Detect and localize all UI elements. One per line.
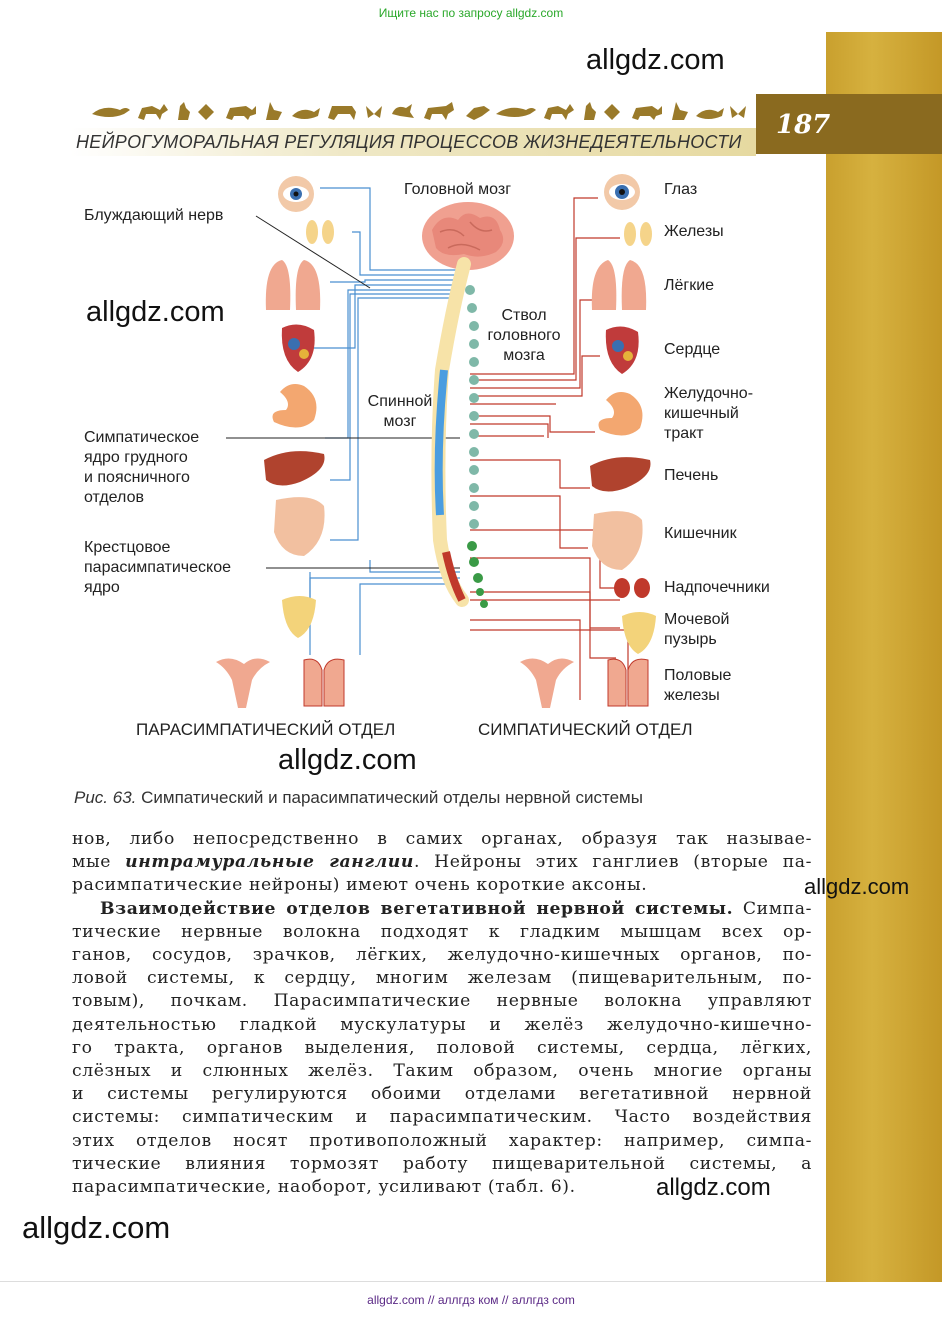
beetle-icon [604,104,620,120]
uterus-icon-right [520,658,574,708]
label-intestine: Кишечник [664,525,737,542]
text-line: и системы регулируются обоими отделами вегетативной нервной [72,1084,812,1105]
crane-icon [584,102,596,120]
text-line: тические влияния тормозят работу пищеварительной системы, а [72,1153,812,1174]
label-spinal-cord-line1: Спинной [367,393,433,410]
boar-icon [632,106,662,120]
figure-caption-text: Симпатический и парасимпатический отделы нервной системы [141,788,643,807]
text-line: го тракта, органов выделения, половой системы, сердца, лёгких, [72,1037,812,1058]
label-gonads-line1: Половые [664,667,732,684]
label-brainstem-line3: мозга [503,347,545,364]
label-sympathetic-nucleus-line2: ядро грудного [84,449,188,466]
text-line: системы: симпатическим и парасимпатическим. Часто воздействия [72,1107,812,1128]
label-eye: Глаз [664,181,698,198]
text-line: тические нервные волокна подходят к гладким мышцам всех ор- [72,921,812,942]
bladder-icon-right [622,612,656,654]
uterus-icon-left [216,658,270,708]
liver-icon-right [590,457,651,491]
watermark: allgdz.com [586,44,725,76]
bear-icon [328,106,356,120]
heart-icon-left [282,324,315,372]
label-sacral-nucleus-line2: парасимпатическое [84,559,231,576]
testes-icon-left [304,659,344,706]
scorpion-icon [392,104,414,118]
label-liver: Печень [664,467,719,484]
bladder-icon-left [282,596,316,638]
label-gi-tract-line3: тракт [664,425,704,442]
insect-icon [198,104,214,120]
lungs-icon-right [592,260,646,310]
animal-silhouette-strip [90,98,750,124]
liver-icon-left [264,451,325,485]
text-line: ловой системы, к сердцу, многим железам (пищеварительным, по- [72,968,812,989]
label-sacral-nucleus-line1: Крестцовое [84,539,171,556]
label-gi-tract-line2: кишечный [664,405,739,422]
deer-icon [266,102,282,120]
watermark: allgdz.com [86,296,225,328]
label-gonads-line2: железы [664,687,720,704]
text-line: слёзных и слюнных желёз. Таким образом, очень многие органы [72,1061,812,1082]
watermark: allgdz.com [656,1174,771,1201]
sacral-chain [467,541,488,608]
label-brainstem-line1: Ствол [501,307,547,324]
label-sympathetic-nucleus-line1: Симпатическое [84,429,200,446]
fish-icon [496,108,536,117]
figure-caption [74,788,643,808]
label-sacral-nucleus-line3: ядро [84,579,120,596]
moth-icon [730,106,746,118]
bird-standing-icon [178,102,190,120]
text-line: деятельностью гладкой мускулатуры и желёз желудочно-кишечно- [72,1014,812,1035]
label-lungs: Лёгкие [664,277,715,294]
nervous-system-diagram [60,160,820,760]
watermark: allgdz.com [22,1210,171,1245]
label-sympathetic-nucleus-line4: отделов [84,489,144,506]
section-heading: Взаимодействие отделов вегетативной нервной системы. [100,898,734,919]
glands-icon-left [306,220,334,244]
running-header-title: НЕЙРОГУМОРАЛЬНАЯ РЕГУЛЯЦИЯ ПРОЦЕССОВ ЖИЗНЕДЕЯТЕЛЬНОСТИ [76,132,742,152]
butterfly-icon [366,106,382,118]
eye-icon-right [604,174,640,210]
text-line: товым), почкам. Парасимпатические нервные волокна управляют [72,991,812,1012]
text-line: нов, либо непосредственно в самих органах, образуя так называе- [72,829,812,849]
goat-icon [672,102,688,120]
label-bladder-line2: пузырь [664,631,717,648]
watermark: allgdz.com [278,744,417,776]
label-brain: Головной мозг [404,181,512,198]
label-parasympathetic-division: ПАРАСИМПАТИЧЕСКИЙ ОТДЕЛ [136,720,396,739]
lizard-icon [292,108,320,119]
fox-icon [544,104,574,120]
text-line: расимпатические нейроны) имеют очень короткие аксоны. [72,875,648,896]
label-gi-tract-line1: Желудочно- [664,385,754,402]
eye-icon-left [278,176,314,212]
bird-flying-icon [466,106,490,120]
figure-number: Рис. 63. [74,788,137,807]
text-line: Взаимодействие отделов вегетативной нервной системы. Симпа- [100,898,812,919]
body-text [72,828,812,1199]
label-spinal-cord-line2: мозг [383,413,417,430]
label-bladder-line1: Мочевой [664,611,730,628]
label-adrenal-glands: Надпочечники [664,579,770,596]
dog-icon [226,106,256,120]
glands-icon-right [624,222,652,246]
text-line: ганов, сосудов, зрачков, лёгких, желудочно-кишечных органов, по- [72,945,812,966]
stomach-icon-right [599,392,643,436]
bottom-banner[interactable]: allgdz.com // аллгдз ком // аллгдз com [367,1293,575,1307]
heart-icon-right [606,326,639,374]
text-line: парасимпатические, наоборот, усиливают (табл. 6). [72,1177,576,1198]
wolf-icon [138,104,168,120]
text-line: этих отделов носят противоположный характер: например, симпа- [72,1130,812,1151]
gold-side-band [826,32,942,1282]
label-glands: Железы [664,223,724,240]
lungs-icon-left [266,260,320,310]
text-line: мые интрамуральные ганглии. Нейроны этих ганглиев (вторые па- [72,852,813,873]
sympathetic-chain [465,285,479,529]
watermark: allgdz.com [804,874,910,899]
horse-icon [424,102,454,120]
label-brainstem-line2: головного [487,327,561,344]
label-sympathetic-nucleus-line3: и поясничного [84,469,190,486]
stomach-icon-left [273,384,317,428]
bird-icon [92,108,130,117]
term-intramural-ganglia: интрамуральные ганглии [125,852,414,873]
label-heart: Сердце [664,341,721,358]
adrenal-icon-right [614,578,650,598]
page-number: 187 [776,110,831,140]
label-sympathetic-division: СИМПАТИЧЕСКИЙ ОТДЕЛ [478,720,693,739]
top-banner[interactable]: Ищите нас по запросу allgdz.com [378,6,564,20]
newt-icon [696,108,724,119]
intestine-icon-left [274,497,325,556]
label-vagus-nerve: Блуждающий нерв [84,207,224,224]
